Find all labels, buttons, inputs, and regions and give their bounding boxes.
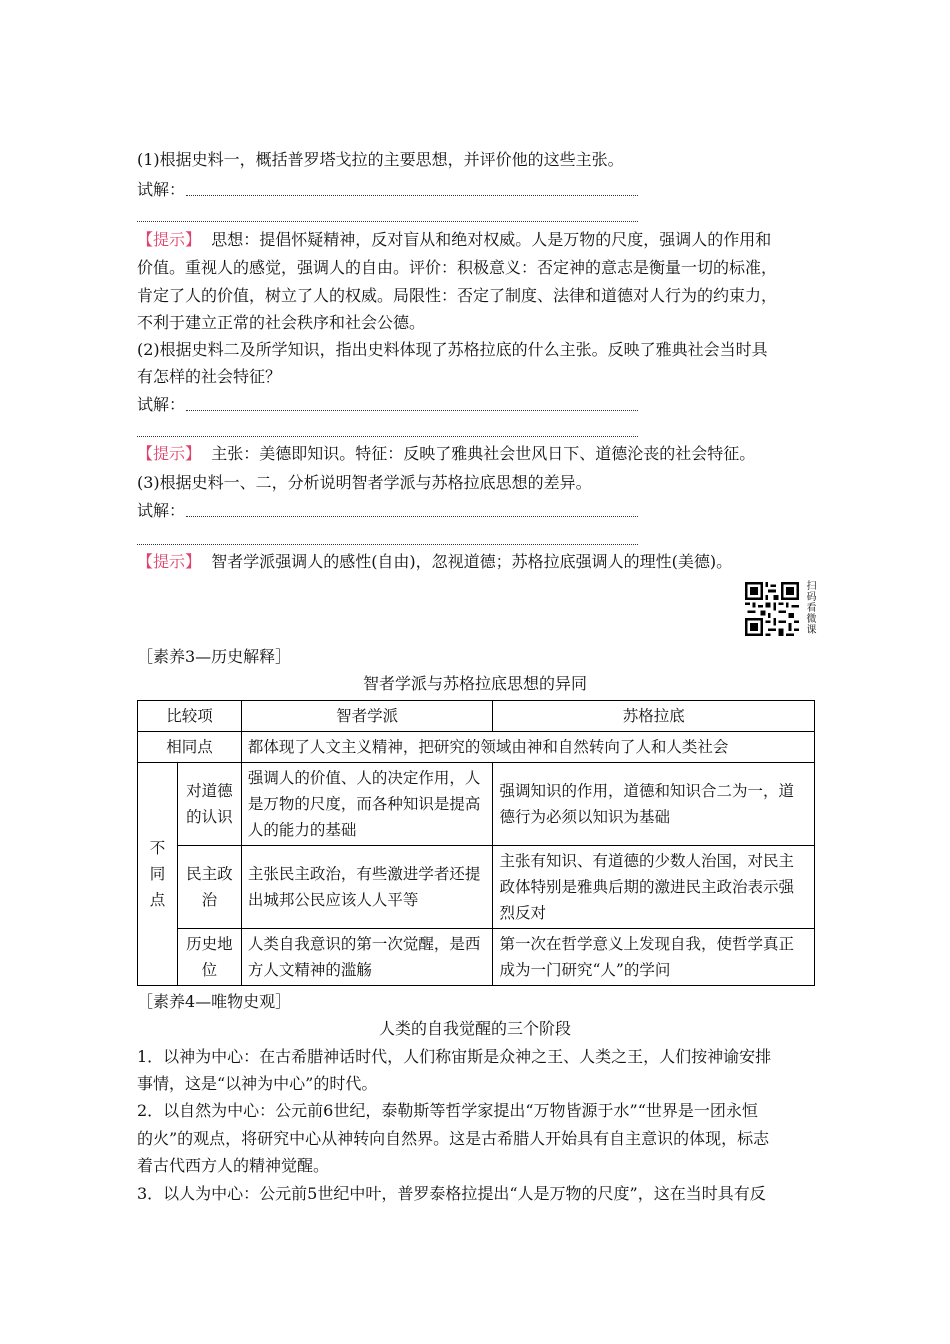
paragraph-2-line-2: 的火”的观点，将研究中心从神转向自然界。这是古希腊人开始具有自主意识的体现，标志 xyxy=(137,1129,770,1148)
row-label: 历史地位 xyxy=(177,929,241,986)
answer-dotted-line xyxy=(137,221,638,222)
paragraph-2-line-1: 2．以自然为中心：公元前6世纪，泰勒斯等哲学家提出“万物皆源于水”“世界是一团永恒 xyxy=(137,1101,758,1120)
table-cell: 主张民主政治，有些激进学者还提出城邦公民应该人人平等 xyxy=(241,846,493,929)
table-cell: 都体现了人文主义精神，把研究的领域由神和自然转向了人和人类社会 xyxy=(241,732,814,763)
answer-field-2[interactable] xyxy=(137,393,185,417)
table-cell: 主张有知识、有道德的少数人治国，对民主政体特别是雅典后期的激进民主政治表示强烈反对 xyxy=(493,846,815,929)
header-cell: 苏格拉底 xyxy=(493,701,815,732)
tip-label: 【提示】 xyxy=(137,230,202,249)
tip-1-line-1: 【提示】 思想：提倡怀疑精神，反对盲从和绝对权威。人是万物的尺度，强调人的作用和 xyxy=(137,230,772,249)
table-row xyxy=(138,763,815,846)
tip-1-line-2: 价值。重视人的感觉，强调人的自由。评价：积极意义：否定神的意志是衡量一切的标准， xyxy=(137,258,778,277)
paragraph-1-line-1: 1．以神为中心：在古希腊神话时代，人们称宙斯是众神之王、人类之王，人们按神谕安排 xyxy=(137,1047,772,1066)
table-row xyxy=(138,846,815,929)
table-cell: 人类自我意识的第一次觉醒，是西方人文精神的滥觞 xyxy=(241,929,493,986)
question-3: (3)根据史料一、二，分析说明智者学派与苏格拉底思想的差异。 xyxy=(137,473,592,492)
answer-dotted-line xyxy=(137,544,638,545)
section-3-heading: ［素养3—历史解释］ xyxy=(137,647,292,666)
answer-dotted-line xyxy=(137,436,638,437)
tip-label: 【提示】 xyxy=(137,444,202,463)
tip-2: 【提示】 主张：美德即知识。特征：反映了雅典社会世风日下、道德沦丧的社会特征。 xyxy=(137,444,756,463)
answer-dotted-line xyxy=(186,195,638,196)
section-4-heading: ［素养4—唯物史观］ xyxy=(137,992,292,1011)
row-label: 民主政治 xyxy=(177,846,241,929)
row-label: 相同点 xyxy=(138,732,242,763)
comparison-table xyxy=(137,700,815,986)
table-cell: 第一次在哲学意义上发现自我，使哲学真正成为一门研究“人”的学问 xyxy=(493,929,815,986)
table-row xyxy=(138,929,815,986)
answer-field-1[interactable] xyxy=(137,178,185,202)
paragraph-2-line-3: 着古代西方人的精神觉醒。 xyxy=(137,1156,330,1175)
table-cell: 强调人的价值、人的决定作用，人是万物的尺度，而各种知识是提高人的能力的基础 xyxy=(241,763,493,846)
qr-code-icon[interactable] xyxy=(745,582,799,636)
tip-1-line-3: 肯定了人的价值，树立了人的权威。局限性：否定了制度、法律和道德对人行为的约束力， xyxy=(137,286,778,305)
table-header-row xyxy=(138,701,815,732)
answer-label: 试解： xyxy=(137,180,186,199)
tip-label: 【提示】 xyxy=(137,552,202,571)
paragraph-1-line-2: 事情，这是“以神为中心”的时代。 xyxy=(137,1074,378,1093)
question-2-line-2: 有怎样的社会特征？ xyxy=(137,367,282,386)
paragraph-3-line-1: 3．以人为中心：公元前5世纪中叶，普罗泰格拉提出“人是万物的尺度”，这在当时具有反 xyxy=(137,1184,766,1203)
table-cell: 强调知识的作用，道德和知识合二为一，道德行为必须以知识为基础 xyxy=(493,763,815,846)
table-row xyxy=(138,732,815,763)
row-label: 不同点 xyxy=(138,763,178,986)
table-title: 智者学派与苏格拉底思想的异同 xyxy=(362,674,587,693)
row-label: 对道德的认识 xyxy=(177,763,241,846)
answer-field-3[interactable] xyxy=(137,499,185,523)
qr-caption: 扫码看微课 xyxy=(804,580,815,635)
answer-dotted-line xyxy=(186,516,638,517)
answer-label: 试解： xyxy=(137,501,186,520)
answer-dotted-line xyxy=(186,410,638,411)
tip-3: 【提示】 智者学派强调人的感性(自由)，忽视道德；苏格拉底强调人的理性(美德)。 xyxy=(137,552,733,571)
answer-label: 试解： xyxy=(137,395,186,414)
header-cell: 比较项 xyxy=(138,701,242,732)
question-1: (1)根据史料一，概括普罗塔戈拉的主要思想，并评价他的这些主张。 xyxy=(137,150,624,169)
header-cell: 智者学派 xyxy=(241,701,493,732)
question-2-line-1: (2)根据史料二及所学知识，指出史料体现了苏格拉底的什么主张。反映了雅典社会当时具 xyxy=(137,340,768,359)
section-4-title: 人类的自我觉醒的三个阶段 xyxy=(378,1019,571,1038)
tip-1-line-4: 不利于建立正常的社会秩序和社会公德。 xyxy=(137,313,426,332)
